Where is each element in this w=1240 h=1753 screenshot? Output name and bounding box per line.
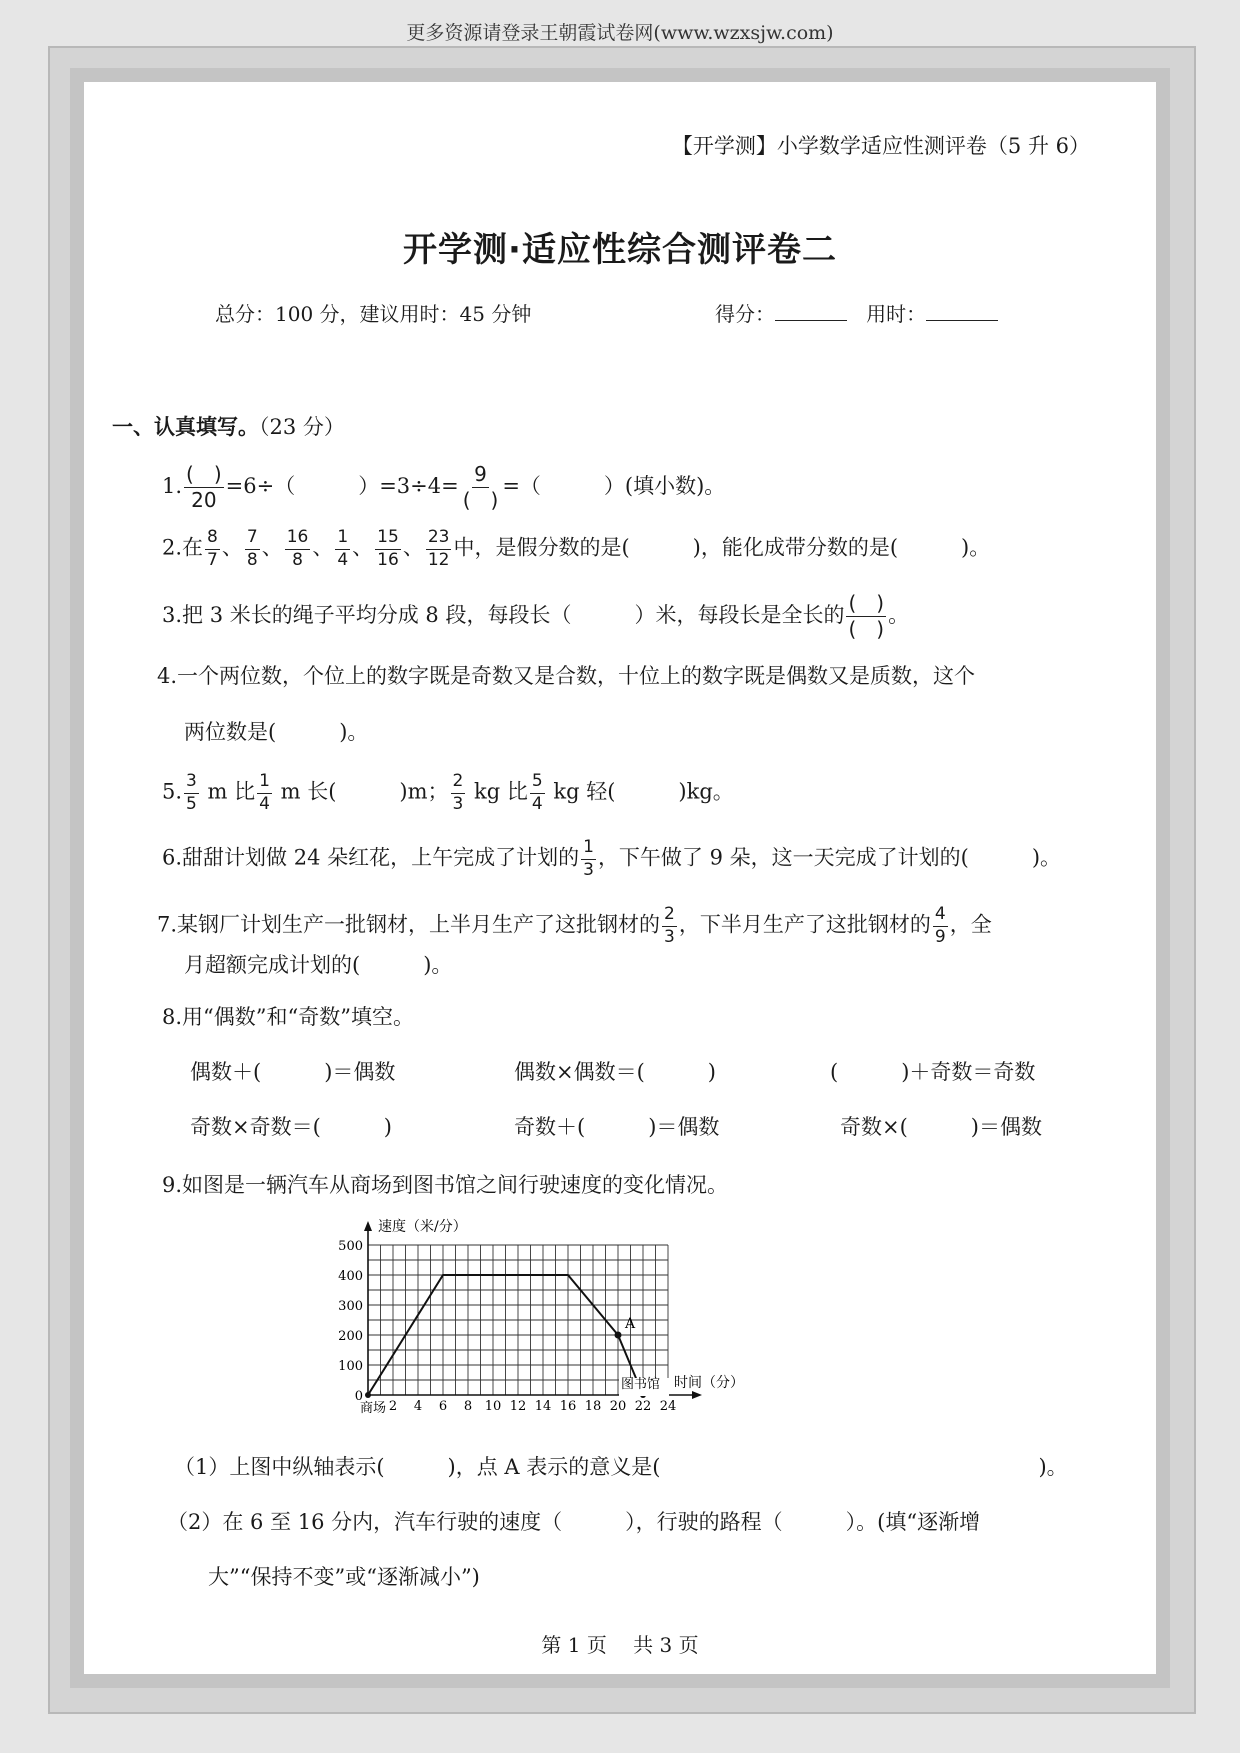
x-axis-arrow	[692, 1391, 702, 1399]
q2-f6-num: 23	[426, 528, 452, 550]
q2-sep: 、	[352, 535, 374, 560]
question-4-line-2: 两位数是( )。	[184, 720, 369, 744]
q1-fb-den: ( )	[462, 488, 499, 512]
q1-fa-num: ( )	[186, 462, 222, 486]
question-3	[162, 592, 909, 641]
question-7-line-1	[157, 905, 992, 947]
q8-row1-item2: 偶数×偶数＝( )	[514, 1060, 716, 1084]
q5-text-2: m 长( )m；	[273, 779, 449, 804]
q7-text-1: 7.某钢厂计划生产一批钢材，上半月生产了这批钢材的	[157, 912, 661, 937]
q5-fraction-d	[530, 772, 545, 814]
exam-info-total: 总分：100 分，建议用时：45 分钟	[215, 302, 532, 326]
q9-subquestion-2: （2）在 6 至 16 分内，汽车行驶的速度（ ），行驶的路程（ ）。(填“逐渐增	[167, 1510, 981, 1534]
y-tick-label: 100	[338, 1359, 363, 1374]
question-8-heading: 8.用“偶数”和“奇数”填空。	[162, 1005, 414, 1029]
q5-fraction-c	[451, 772, 466, 814]
question-2	[162, 528, 990, 570]
q6-text-1: 6.甜甜计划做 24 朵红花，上午完成了计划的	[162, 845, 580, 870]
q2-f3-den: 8	[292, 549, 303, 570]
x-tick-label: 16	[559, 1399, 577, 1414]
x-tick-label: 22	[634, 1399, 652, 1414]
q2-f2-num: 7	[245, 528, 260, 550]
x-tick-label: 12	[509, 1399, 527, 1414]
q8-row2-item2: 奇数＋( )＝偶数	[514, 1115, 720, 1139]
x-tick-label: 6	[438, 1399, 448, 1414]
score-blank[interactable]	[775, 302, 847, 321]
q2-sep: 、	[312, 535, 334, 560]
q7-f1-num: 2	[662, 905, 677, 927]
x-tick-label: 14	[534, 1399, 552, 1414]
speed-time-chart	[330, 1215, 820, 1420]
q2-f1-num: 8	[205, 528, 220, 550]
q1-fa-den: 20	[191, 488, 217, 512]
q5-fc-num: 2	[451, 772, 466, 794]
x-tick-label: 20	[609, 1399, 627, 1414]
q2-sep: 、	[221, 535, 243, 560]
q7-f2-num: 4	[933, 905, 948, 927]
q2-fraction-1	[205, 528, 220, 570]
question-7-line-2: 月超额完成计划的( )。	[184, 953, 453, 977]
series-title: 【开学测】小学数学适应性测评卷（5 升 6）	[671, 134, 1090, 158]
q1-text-b: =（ ）(填小数)。	[502, 474, 726, 498]
q1-fraction-a	[184, 463, 224, 512]
x-tick-label: 24	[659, 1399, 677, 1414]
q3-f-num: ( )	[848, 591, 885, 615]
q8-row2-item1: 奇数×奇数＝( )	[190, 1115, 392, 1139]
point-a-label: A	[625, 1316, 636, 1332]
q2-number: 2.在	[162, 535, 204, 560]
q9-subquestion-1: （1）上图中纵轴表示( )，点 A 表示的意义是( )。	[174, 1455, 1068, 1479]
time-label: 用时：	[866, 302, 927, 326]
chart-grid	[368, 1245, 668, 1395]
y-tick-label: 200	[338, 1329, 363, 1344]
time-blank[interactable]	[926, 302, 998, 321]
y-tick-label: 500	[338, 1239, 363, 1254]
q2-fraction-5	[375, 528, 401, 570]
q3-text: 3.把 3 米长的绳子平均分成 8 段，每段长（ ）米，每段长是全长的	[162, 603, 845, 627]
q5-fb-num: 1	[257, 772, 272, 794]
q9-subquestion-2-cont: 大”“保持不变”或“逐渐减小”)	[208, 1565, 480, 1589]
q8-row1-item3: ( )＋奇数＝奇数	[830, 1060, 1036, 1084]
q7-fraction-2	[933, 905, 948, 947]
chart-axes	[364, 1221, 702, 1399]
exam-title: 开学测·适应性综合测评卷二	[403, 230, 837, 270]
q5-text-1: m 比	[200, 779, 256, 804]
q5-fb-den: 4	[259, 793, 270, 814]
section-points: （23 分）	[259, 415, 345, 439]
y-tick-label: 0	[354, 1389, 363, 1404]
question-6	[162, 838, 1061, 880]
q5-fd-den: 4	[531, 793, 543, 814]
q1-fraction-b	[461, 463, 501, 512]
page-footer: 第 1 页 共 3 页	[541, 1633, 699, 1657]
question-9-heading: 9.如图是一辆汽车从商场到图书馆之间行驶速度的变化情况。	[162, 1173, 729, 1197]
q3-f-den: ( )	[848, 617, 885, 641]
q2-sep: 、	[261, 535, 283, 560]
q3-fraction	[846, 592, 886, 641]
q7-fraction-1	[662, 905, 677, 947]
q5-fraction-a	[184, 772, 199, 814]
x-tick-label: 8	[463, 1399, 473, 1414]
q3-end: 。	[888, 603, 910, 627]
end-label: 图书馆	[621, 1377, 661, 1392]
q8-row2-item3: 奇数×( )＝偶数	[840, 1115, 1042, 1139]
q2-f6-den: 12	[427, 549, 450, 570]
q7-text-3: ，全	[949, 912, 992, 937]
q8-row1-item1: 偶数＋( )＝偶数	[190, 1060, 396, 1084]
y-tick-label: 300	[338, 1299, 363, 1314]
q2-fraction-3	[285, 528, 311, 570]
q2-f4-num: 1	[335, 528, 350, 550]
header-note: 更多资源请登录王朝霞试卷网(www.wzxsjw.com)	[406, 22, 834, 44]
q7-text-2: ，下半月生产了这批钢材的	[678, 912, 931, 937]
q6-f-num: 1	[581, 838, 596, 860]
q5-fc-den: 3	[452, 793, 464, 814]
q6-text-2: ，下午做了 9 朵，这一天完成了计划的( )。	[597, 845, 1062, 870]
point-a-marker	[615, 1332, 622, 1339]
q5-number: 5.	[162, 779, 183, 804]
q2-f5-num: 15	[375, 528, 401, 550]
y-axis-label: 速度（米/分）	[378, 1219, 467, 1235]
q5-fd-num: 5	[530, 772, 545, 794]
q2-fraction-6	[426, 528, 452, 570]
x-tick-label: 4	[413, 1399, 423, 1414]
q1-fb-num: 9	[474, 462, 487, 486]
q5-fraction-b	[257, 772, 272, 814]
x-tick-label: 10	[484, 1399, 502, 1414]
exam-info-score	[715, 298, 998, 327]
y-tick-label: 400	[338, 1269, 363, 1284]
q2-f1-den: 7	[207, 549, 218, 570]
question-1	[162, 463, 725, 512]
q7-f2-den: 9	[934, 926, 946, 947]
origin-label: 商场	[359, 1401, 387, 1416]
question-4-line-1: 4.一个两位数，个位上的数字既是奇数又是合数，十位上的数字既是偶数又是质数，这个	[157, 664, 976, 688]
score-label: 得分：	[715, 302, 775, 326]
x-tick-label: 2	[388, 1399, 398, 1414]
q7-f1-den: 3	[664, 926, 675, 947]
question-5	[162, 772, 734, 814]
q2-f3-num: 16	[285, 528, 311, 550]
q5-fa-den: 5	[186, 793, 197, 814]
q5-text-3: kg 比	[467, 779, 528, 804]
q5-fa-num: 3	[184, 772, 199, 794]
q6-f-den: 3	[583, 859, 594, 880]
x-axis-label: 时间（分）	[674, 1375, 744, 1391]
series-point	[365, 1392, 371, 1398]
q5-text-4: kg 轻( )kg。	[546, 779, 734, 804]
q2-sep: 、	[402, 535, 424, 560]
y-axis-arrow	[364, 1221, 372, 1231]
section-heading-bold: 一、认真填写。	[112, 415, 259, 439]
q6-fraction	[581, 838, 596, 880]
q2-tail: 中，是假分数的是( )，能化成带分数的是( )。	[453, 535, 991, 560]
q2-f5-den: 16	[377, 549, 399, 570]
q1-text-a: =6÷（ ）=3÷4=	[225, 474, 459, 498]
q2-f2-den: 8	[246, 549, 258, 570]
q2-fraction-4	[335, 528, 350, 570]
q2-fraction-2	[245, 528, 260, 570]
x-tick-label: 18	[584, 1399, 602, 1414]
q2-f4-den: 4	[337, 549, 349, 570]
chart-labels	[338, 1218, 744, 1416]
q1-number: 1.	[162, 474, 183, 498]
section-heading	[112, 411, 345, 441]
